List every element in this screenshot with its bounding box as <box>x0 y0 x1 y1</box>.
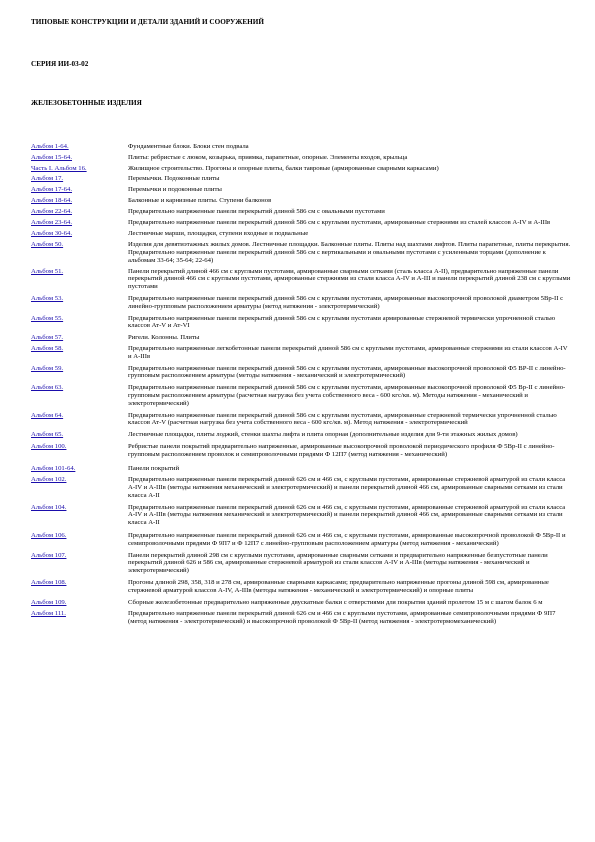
album-link[interactable]: Альбом 22-64. <box>31 207 73 215</box>
album-entry <box>31 154 571 162</box>
album-description: Панели покрытий <box>128 464 180 472</box>
document-title: ТИПОВЫЕ КОНСТРУКЦИИ И ДЕТАЛИ ЗДАНИЙ И СООРУЖЕНИЙ <box>31 18 264 26</box>
album-entry <box>31 552 571 575</box>
album-description: Предварительно напряженные панели перекрытий длиной 586 см с круглыми пустотами армированные стержневой термически упрочненной сталью классов Ат-V и Ат-VI <box>128 314 556 330</box>
album-description: Изделия для девятиэтажных жилых домов. Лестничные площадки. Балконные плиты. Плиты над шахтами лифтов. Плиты парапетные, плиты перекрытия. Предварительно напряженные панели перекрытий длиной 586 см с вертикальными и овальными пустотами с усиленными торцами (дополнение к альбомам 33-64; 35-64; 22-64) <box>128 241 571 264</box>
album-link[interactable]: Альбом 18-64. <box>31 196 73 204</box>
album-description: Балконные и карнизные плиты. Ступени балконов <box>128 196 272 204</box>
album-entry <box>31 334 571 342</box>
album-entry <box>31 143 571 151</box>
album-link[interactable]: Альбом 57. <box>31 334 64 342</box>
album-description: Ригели. Колонны. Плиты <box>128 334 200 342</box>
album-entry <box>31 197 571 205</box>
album-description: Прогоны длиной 298, 358, 318 и 278 см, армированные сварными каркасами; предварительно напряженные прогоны длиной 598 см, армированные стержневой арматурой классов А-IV, А-IIIв (методы натяжения - механический и электротермический) и опорные плиты <box>128 579 549 594</box>
album-entry <box>31 384 571 407</box>
album-entry <box>31 175 571 183</box>
album-link[interactable]: Альбом 102. <box>31 476 67 484</box>
album-link[interactable]: Альбом 101-64. <box>31 464 76 472</box>
album-entry <box>31 610 571 626</box>
album-list <box>31 140 571 626</box>
album-link[interactable]: Часть I. Альбом 16. <box>31 164 87 172</box>
album-link[interactable]: Альбом 100. <box>31 442 67 450</box>
album-description: Предварительно напряженные панели перекрытий длиной 586 см с круглыми пустотами, армированные стержнями из сталей классов А-IV и А-IIIв <box>128 218 551 226</box>
album-link[interactable]: Альбом 15-64. <box>31 153 73 161</box>
album-link[interactable]: Альбом 1-64. <box>31 143 69 150</box>
album-description: Панели перекрытий длиной 466 см с круглыми пустотами, армированные сварными сетками (сталь класса А-II), предварительно напряженные панели перекрытий длиной 466 см с круглыми пустотами, армированные стержнями из стали класса А-IV и А-III и панели перекрытий длиной 238 см с круглыми пустотами <box>128 267 571 291</box>
album-description: Предварительно напряженные панели перекрытий длиной 586 см с круглыми пустотами, армированные высокопрочной проволокой диаметром 5Вр-II с линейно-групповым расположением арматуры (метод натяжения - электротермический) <box>128 294 564 310</box>
album-link[interactable]: Альбом 17-64. <box>31 186 73 194</box>
album-entry <box>31 230 571 238</box>
album-description: Предварительно напряженные панели перекрытий длиной 626 см и 466 см, с круглыми пустотами, армированные высокопрочной проволокой Ф 5Вр-II и семипроволочными прядями Ф 9П7 и Ф 12П7 с линейно-групповым расположением арматуры (метод натяжения - механический) <box>128 532 566 547</box>
album-description: Перемычки и подоконные плиты <box>128 186 222 194</box>
album-description: Предварительно напряженные панели перекрытий длиной 626 см и 466 см, с круглыми пустотами, армированные стержневой арматурой из стали класса А-IV и А-IIIв (методы натяжения механический и электротермический) и панели перекрытий длиной 466 см, армированные сварными сетками из стали класса А-II <box>128 503 566 527</box>
album-link[interactable]: Альбом 107. <box>31 551 67 559</box>
album-entry <box>31 186 571 194</box>
album-link[interactable]: Альбом 23-64. <box>31 218 73 226</box>
album-link[interactable]: Альбом 64. <box>31 411 64 419</box>
album-link[interactable]: Альбом 55. <box>31 314 64 322</box>
album-entry <box>31 599 571 607</box>
album-link[interactable]: Альбом 108. <box>31 579 67 587</box>
album-description: Ребристые панели покрытий предварительно напряженные, армированные высокопрочной проволокой периодического профиля Ф 5Вр-II с линейно-групповым расположением проволок и семипроволочными прядями Ф 12П7 (метод натяжения - механический) <box>128 442 555 458</box>
album-description: Перемычки. Подоконные плиты <box>128 175 220 183</box>
album-entry <box>31 431 571 439</box>
album-description: Предварительно напряженные панели перекрытий длиной 586 см с овальными пустотами <box>128 207 385 215</box>
album-description: Лестничные марши, площадки, ступени входные и подвальные <box>128 230 309 238</box>
album-entry <box>31 165 571 173</box>
album-link[interactable]: Альбом 104. <box>31 503 67 511</box>
album-entry <box>31 268 571 291</box>
album-entry <box>31 219 571 227</box>
album-entry <box>31 532 571 548</box>
album-entry <box>31 345 571 361</box>
album-link[interactable]: Альбом 51. <box>31 267 64 275</box>
album-description: Плиты: ребристые с люком, козырька, приямка, парапетные, опорные. Элементы входов, крыльца <box>128 153 408 161</box>
album-description: Жилищное строительство. Прогоны и опорные плиты, балки тавровые (армированные сварными каркасами) <box>128 164 439 172</box>
album-link[interactable]: Альбом 50. <box>31 241 64 249</box>
album-link[interactable]: Альбом 106. <box>31 532 67 540</box>
album-description: Предварительно напряженные панели перекрытий длиной 626 см и 466 см с круглыми пустотами, армированные семипроволочными прядями Ф 9П7 (метод натяжения - электротермический) и высокопрочной проволокой Ф 5Вр-II (метод натяжения - электротермомеханический) <box>128 610 556 626</box>
album-entry <box>31 465 571 473</box>
album-link[interactable]: Альбом 30-64. <box>31 230 73 238</box>
album-description: Предварительно напряженные панели перекрытий длиной 586 см с круглыми пустотами, армированные стержневой термически упрочненной сталью классов Ат-V (расчетная нагрузка без учета собственного веса - 600 кгс/кв. м). Метод натяжения - электротермический <box>128 411 557 427</box>
album-description: Предварительно напряженные панели перекрытий длиной 626 см и 466 см, с круглыми пустотами, армированные стержневой арматурой из стали класса А-IV и А-IIIв (методы натяжения механический и электротермический) и панели перекрытий длиной 466 см, армированные сварными сетками из стали класса А-II <box>128 476 566 499</box>
album-entry <box>31 241 571 264</box>
album-entry <box>31 365 571 381</box>
album-entry <box>31 208 571 216</box>
album-link[interactable]: Альбом 109. <box>31 598 67 606</box>
album-link[interactable]: Альбом 65. <box>31 431 64 439</box>
album-description: Фундаментные блоки. Блоки стен подвала <box>128 143 249 150</box>
album-link[interactable]: Альбом 63. <box>31 384 64 392</box>
album-description: Лестничные площадки, плиты лоджий, стенки шахты лифта и плита опорная (дополнительные изделия для 9-ти этажных жилых домов) <box>128 431 518 439</box>
album-entry <box>31 579 571 595</box>
album-entry <box>31 476 571 499</box>
album-description: Сборные железобетонные предварительно напряженные двускатные балки с отверстиями для покрытия зданий пролетом 15 м с шагом балок 6 м <box>128 598 543 606</box>
album-description: Предварительно напряженные легкобетонные панели перекрытий длиной 586 см с круглыми пустотами, армированные стержнями из стали классов А-IV и А-IIIв <box>128 344 568 360</box>
album-link[interactable]: Альбом 58. <box>31 344 64 352</box>
album-link[interactable]: Альбом 53. <box>31 294 64 302</box>
album-link[interactable]: Альбом 111. <box>31 610 66 618</box>
album-link[interactable]: Альбом 59. <box>31 364 64 372</box>
section-title: ЖЕЛЕЗОБЕТОННЫЕ ИЗДЕЛИЯ <box>31 99 142 107</box>
album-link[interactable]: Альбом 17. <box>31 175 64 183</box>
album-entry <box>31 504 571 527</box>
album-entry <box>31 295 571 311</box>
album-description: Предварительно напряженные панели перекрытий длиной 586 см с круглыми пустотами, армированные высокопрочной проволокой Ф5 ВР-II с линейно-групповым расположением арматуры (методы натяжения - механический и электротермический) <box>128 364 566 380</box>
series-title: СЕРИЯ ИИ-03-02 <box>31 60 89 68</box>
album-entry <box>31 412 571 428</box>
album-entry <box>31 315 571 331</box>
album-description: Предварительно напряженные панели перекрытий длиной 586 см с круглыми пустотами, армированные высокопрочной проволокой Ф5 Вр-II с линейно-групповым расположением арматуры (расчетная нагрузка без учета собственного веса - 600 кгс/кв. м). Методы натяжения - механический и электротермический) <box>128 384 566 407</box>
album-description: Панели перекрытий длиной 298 см с круглыми пустотами, армированные сварными сетками и предварительно напряженные безпустотные панели перекрытий длиной 626 и 586 см, армированные стержневой арматурой из стали классов А-IV и А-IIIв (методы натяжения - механический и электротермический) <box>128 551 548 575</box>
album-entry <box>31 443 571 459</box>
